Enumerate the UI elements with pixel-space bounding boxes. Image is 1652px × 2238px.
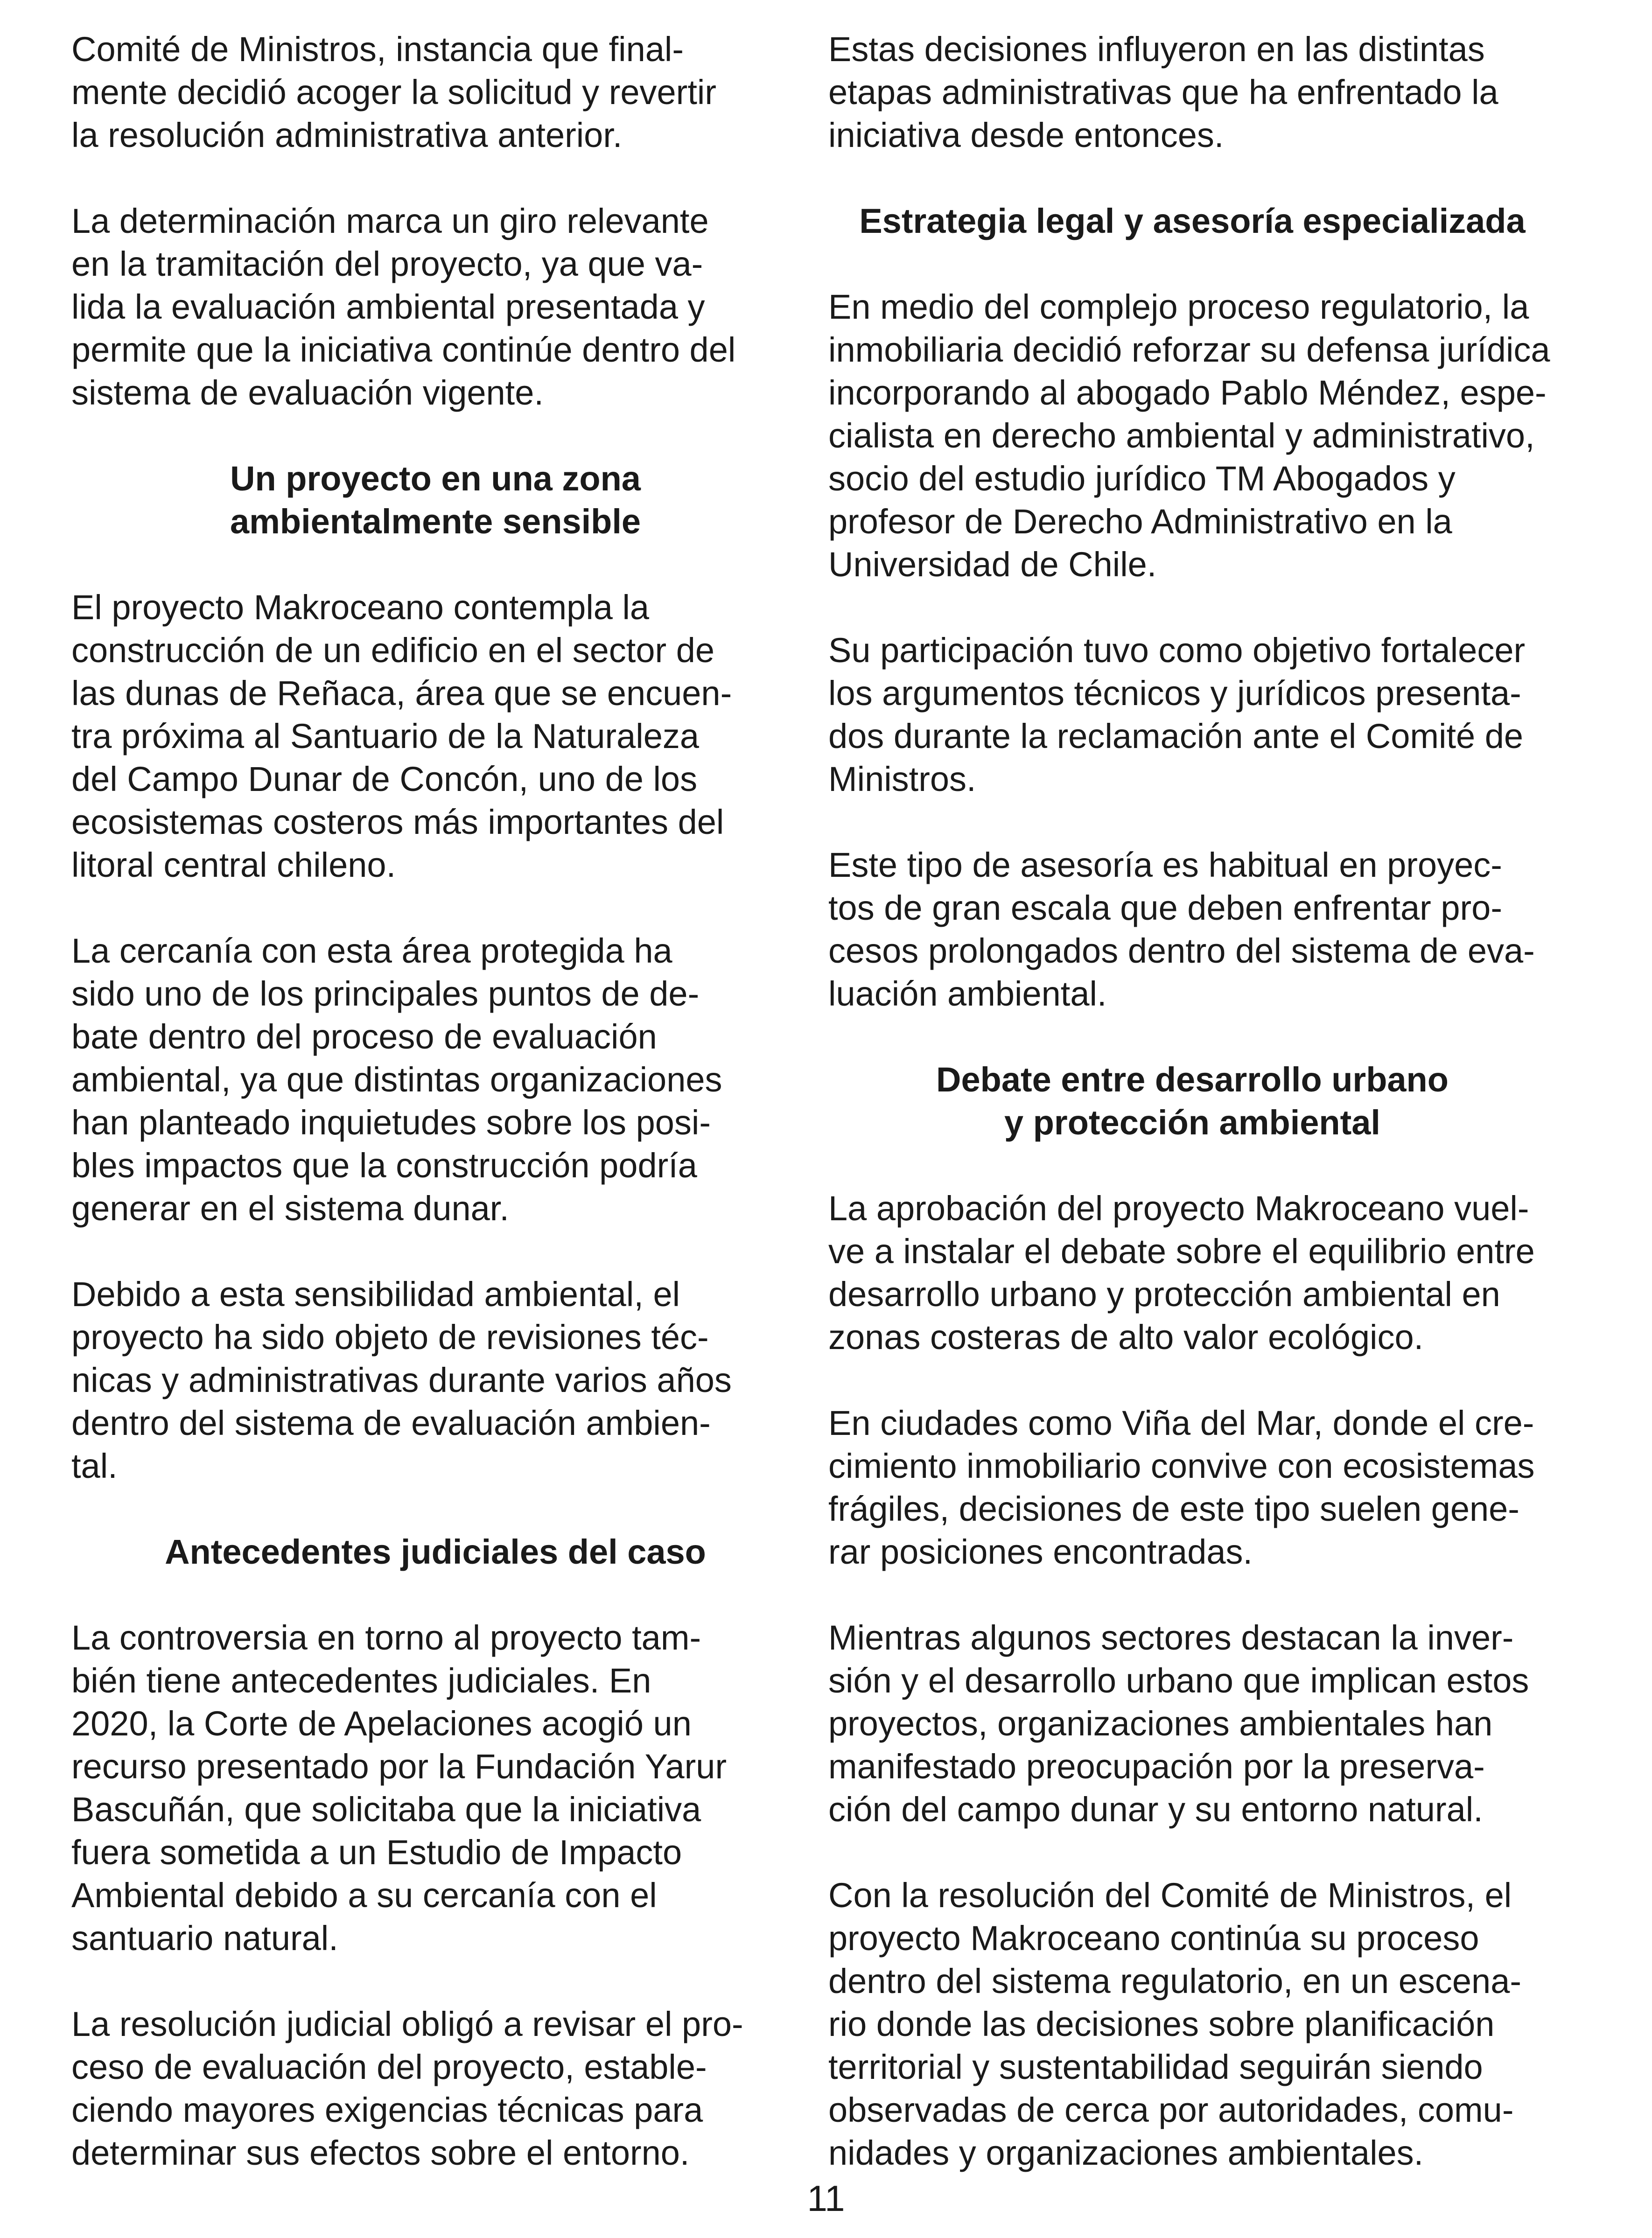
body-paragraph: La determinación marca un giro relevante en la tramitación del proyecto, ya que va- lida la evaluación ambiental presentada y permite que la iniciativa continúe dentro del sistema de evaluación vigente. bbox=[71, 202, 736, 412]
right-column bbox=[828, 28, 1556, 2217]
section-heading: Antecedentes judiciales del caso bbox=[165, 1532, 706, 1571]
section-heading: Estrategia legal y asesoría especializada bbox=[859, 202, 1526, 240]
body-paragraph: Este tipo de asesoría es habitual en proyec- tos de gran escala que deben enfrentar pro- cesos prolongados dentro del sistema de eva- luación ambiental. bbox=[828, 846, 1535, 1013]
body-paragraph: Estas decisiones influyeron en las distintas etapas administrativas que ha enfrentado la iniciativa desde entonces. bbox=[828, 30, 1498, 154]
section-heading: Debate entre desarrollo urbano y protección ambiental bbox=[936, 1060, 1449, 1142]
body-paragraph: Mientras algunos sectores destacan la inver- sión y el desarrollo urbano que implican estos proyectos, organizaciones ambientales han manifestado preocupación por la preserva- ción del campo dunar y su entorno natural. bbox=[828, 1618, 1529, 1829]
page-number: 11 bbox=[807, 2178, 845, 2219]
body-paragraph: Su participación tuvo como objetivo fortalecer los argumentos técnicos y jurídicos presenta- dos durante la reclamación ante el Comité de Ministros. bbox=[828, 631, 1526, 798]
body-paragraph: La controversia en torno al proyecto tam- bién tiene antecedentes judiciales. En 2020, la Corte de Apelaciones acogió un recurso presentado por la Fundación Yarur Bascuñán, que solicitaba que la iniciativa fuera sometida a un Estudio de Impacto Ambiental debido a su cercanía con el santuario natural. bbox=[71, 1618, 727, 1958]
body-paragraph: En ciudades como Viña del Mar, donde el cre- cimiento inmobiliario convive con ecosistemas frágiles, decisiones de este tipo suelen gene- rar posiciones encontradas. bbox=[828, 1404, 1535, 1571]
body-paragraph: Comité de Ministros, instancia que final- mente decidió acoger la solicitud y revertir la resolución administrativa anterior. bbox=[71, 30, 716, 154]
left-column bbox=[71, 28, 799, 2217]
body-paragraph: La cercanía con esta área protegida ha sido uno de los principales puntos de de- bate dentro del proceso de evaluación ambiental, ya que distintas organizaciones han planteado inquietudes sobre los posi- bles impactos que la construcción podría generar en el sistema dunar. bbox=[71, 931, 722, 1228]
body-paragraph: En medio del complejo proceso regulatorio, la inmobiliaria decidió reforzar su defensa jurídica incorporando al abogado Pablo Méndez, espe- cialista en derecho ambiental y administrativo, socio del estudio jurídico TM Abogados y profesor de Derecho Administrativo en la Universidad de Chile. bbox=[828, 287, 1550, 584]
body-paragraph: Con la resolución del Comité de Ministros, el proyecto Makroceano continúa su proceso dentro del sistema regulatorio, en un escena- rio donde las decisiones sobre planificación territorial y sustentabilidad seguirán siendo observadas de cerca por autoridades, comu- nidades y organizaciones ambientales. bbox=[828, 1876, 1521, 2172]
body-paragraph: Debido a esta sensibilidad ambiental, el proyecto ha sido objeto de revisiones téc- nicas y administrativas durante varios años dentro del sistema de evaluación ambien- tal. bbox=[71, 1275, 732, 1485]
body-paragraph: La aprobación del proyecto Makroceano vuel- ve a instalar el debate sobre el equilibrio entre desarrollo urbano y protección ambiental en zonas costeras de alto valor ecológico. bbox=[828, 1189, 1535, 1357]
body-paragraph: La resolución judicial obligó a revisar el pro- ceso de evaluación del proyecto, estable- ciendo mayores exigencias técnicas para determinar sus efectos sobre el entorno. bbox=[71, 2005, 743, 2172]
body-paragraph: El proyecto Makroceano contempla la construcción de un edificio en el sector de las dunas de Reñaca, área que se encuen- tra próxima al Santuario de la Naturaleza del Campo Dunar de Concón, uno de los ecosistemas costeros más importantes del litoral central chileno. bbox=[71, 588, 732, 884]
section-heading: Un proyecto en una zona ambientalmente sensible bbox=[230, 459, 641, 541]
